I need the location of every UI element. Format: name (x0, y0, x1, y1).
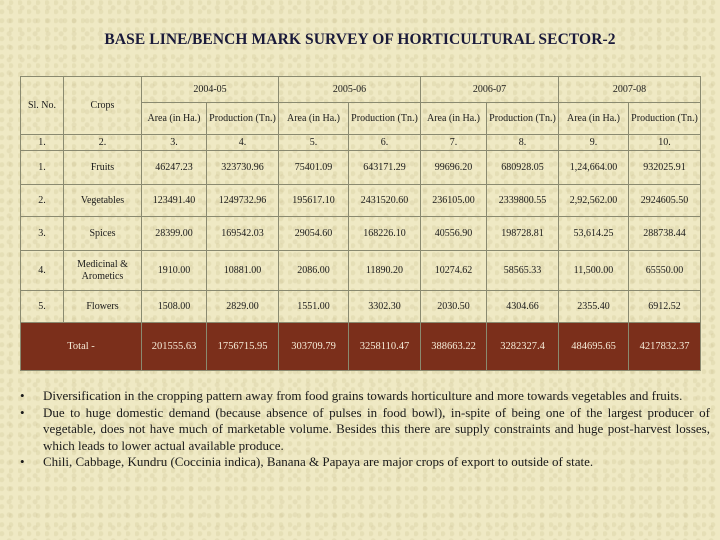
cell-value: 28399.00 (142, 217, 207, 251)
column-number: 3. (142, 135, 207, 151)
page-title: BASE LINE/BENCH MARK SURVEY OF HORTICULTURAL SECTOR-2 (104, 31, 616, 48)
cell-value: 932025.91 (629, 151, 701, 185)
total-value: 3258110.47 (349, 323, 421, 371)
cell-value: 58565.33 (487, 251, 559, 291)
cell-value: 11,500.00 (559, 251, 629, 291)
cell-value: 6912.52 (629, 291, 701, 323)
cell-value: 323730.96 (207, 151, 279, 185)
total-value: 484695.65 (559, 323, 629, 371)
cell-value: 1,24,664.00 (559, 151, 629, 185)
cell-value: 3302.30 (349, 291, 421, 323)
cell-value: 2339800.55 (487, 185, 559, 217)
total-value: 201555.63 (142, 323, 207, 371)
cell-value: 680928.05 (487, 151, 559, 185)
cell-value: 1910.00 (142, 251, 207, 291)
cell-value: 10274.62 (421, 251, 487, 291)
header-production: Production (Tn.) (487, 103, 559, 135)
total-value: 1756715.95 (207, 323, 279, 371)
cell-value: 53,614.25 (559, 217, 629, 251)
total-row (21, 323, 701, 371)
bullet-list (20, 388, 710, 471)
row-crop: Vegetables (64, 185, 142, 217)
bullet-text: Chili, Cabbage, Kundru (Coccinia indica), Banana & Papaya are major crops of export to outside of state. (43, 454, 594, 469)
bullet-icon: • (20, 454, 25, 469)
column-number: 9. (559, 135, 629, 151)
cell-value: 99696.20 (421, 151, 487, 185)
cell-value: 236105.00 (421, 185, 487, 217)
total-value: 388663.22 (421, 323, 487, 371)
cell-value: 2,92,562.00 (559, 185, 629, 217)
bullet-item (20, 405, 710, 455)
cell-value: 1508.00 (142, 291, 207, 323)
header-year: 2007-08 (559, 77, 701, 103)
row-sl: 1. (21, 151, 64, 185)
column-number: 5. (279, 135, 349, 151)
cell-value: 2431520.60 (349, 185, 421, 217)
table-row (21, 251, 701, 291)
cell-value: 123491.40 (142, 185, 207, 217)
bullet-icon: • (20, 404, 25, 420)
header-year: 2005-06 (279, 77, 421, 103)
cell-value: 2829.00 (207, 291, 279, 323)
table-row (21, 291, 701, 323)
column-number: 2. (64, 135, 142, 151)
horticulture-table (20, 76, 701, 371)
column-number: 10. (629, 135, 701, 151)
header-production: Production (Tn.) (349, 103, 421, 135)
column-number: 4. (207, 135, 279, 151)
row-sl: 2. (21, 185, 64, 217)
header-production: Production (Tn.) (207, 103, 279, 135)
header-area: Area (in Ha.) (142, 103, 207, 135)
cell-value: 195617.10 (279, 185, 349, 217)
total-label: Total - (21, 323, 142, 371)
header-sl-no: Sl. No. (21, 77, 64, 135)
header-area: Area (in Ha.) (559, 103, 629, 135)
header-crops: Crops (64, 77, 142, 135)
row-sl: 4. (21, 251, 64, 291)
table-row (21, 217, 701, 251)
bullet-icon: • (20, 388, 25, 403)
cell-value: 10881.00 (207, 251, 279, 291)
total-value: 303709.79 (279, 323, 349, 371)
table-row (21, 151, 701, 185)
cell-value: 75401.09 (279, 151, 349, 185)
cell-value: 1249732.96 (207, 185, 279, 217)
cell-value: 288738.44 (629, 217, 701, 251)
bullet-text: Due to huge domestic demand (because absence of pulses in food bowl), in-spite of being one of the largest producer of vegetable, does not have much of marketable volume. Besides this there are supply constraints and huge post-harvest losses, which leads to lower actual available produce. (43, 404, 710, 453)
bullet-text: Diversification in the cropping pattern away from food grains towards horticulture and more towards vegetables and fruits. (43, 388, 683, 403)
header-area: Area (in Ha.) (421, 103, 487, 135)
row-sl: 5. (21, 291, 64, 323)
column-number: 8. (487, 135, 559, 151)
row-crop: Fruits (64, 151, 142, 185)
header-production: Production (Tn.) (629, 103, 701, 135)
row-crop: Spices (64, 217, 142, 251)
column-number: 7. (421, 135, 487, 151)
cell-value: 2030.50 (421, 291, 487, 323)
bullet-item (20, 454, 710, 471)
cell-value: 198728.81 (487, 217, 559, 251)
cell-value: 2086.00 (279, 251, 349, 291)
cell-value: 4304.66 (487, 291, 559, 323)
total-value: 4217832.37 (629, 323, 701, 371)
column-number: 1. (21, 135, 64, 151)
cell-value: 643171.29 (349, 151, 421, 185)
header-year: 2006-07 (421, 77, 559, 103)
cell-value: 1551.00 (279, 291, 349, 323)
cell-value: 2924605.50 (629, 185, 701, 217)
total-value: 3282327.4 (487, 323, 559, 371)
row-crop: Medicinal & Arometics (64, 251, 142, 291)
cell-value: 40556.90 (421, 217, 487, 251)
cell-value: 29054.60 (279, 217, 349, 251)
cell-value: 169542.03 (207, 217, 279, 251)
header-year: 2004-05 (142, 77, 279, 103)
table-row (21, 185, 701, 217)
cell-value: 65550.00 (629, 251, 701, 291)
bullet-item (20, 388, 710, 405)
cell-value: 168226.10 (349, 217, 421, 251)
cell-value: 11890.20 (349, 251, 421, 291)
column-number: 6. (349, 135, 421, 151)
cell-value: 46247.23 (142, 151, 207, 185)
header-area: Area (in Ha.) (279, 103, 349, 135)
row-crop: Flowers (64, 291, 142, 323)
row-sl: 3. (21, 217, 64, 251)
cell-value: 2355.40 (559, 291, 629, 323)
